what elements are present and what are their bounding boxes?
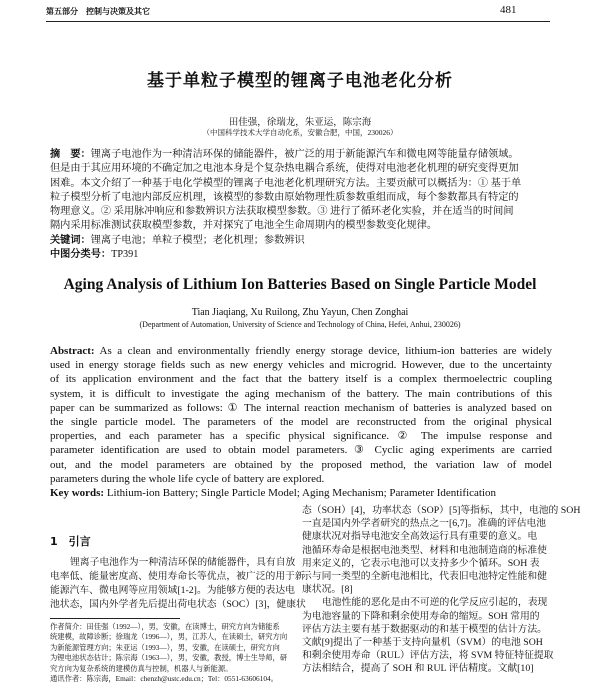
- clc-label: 中图分类号：: [50, 249, 112, 261]
- running-header: 第五部分 控制与决策及其它: [46, 7, 150, 16]
- abstract-line: the single particle model. The parameters of the model are reconstructed from the original physical: [50, 415, 552, 428]
- body-line: 用来定义的，它表示电池可以支持多少个循环。SOH 表: [302, 557, 540, 569]
- keywords-line: [50, 486, 552, 500]
- chinese-affiliation: （中国科学技术大学自动化系，安徽合肥，中国，230026）: [202, 128, 398, 137]
- chinese-authors: 田佳强，徐瑞龙，朱亚运，陈宗海: [228, 118, 372, 128]
- body-line: 池状态，国内外学者先后提出荷电状态（SOC）[3]，健康状: [50, 599, 306, 610]
- footnote-line: 为锂电池状态估计；陈宗海（1963—），男，安徽，教授，博士生导师，研: [50, 653, 288, 663]
- footnote-rule: [50, 618, 180, 619]
- abstract-line: 物理意义。② 采用脉冲响应和参数辨识方法获取模型参数。③ 进行了循环老化实验，并在适当的时间间: [50, 206, 514, 218]
- body-line: 康状况。[8]: [302, 584, 353, 596]
- abstract-line: paper can be summarized as follows: ① The internal reaction mechanism of batteries is analyzed based on: [50, 401, 552, 414]
- english-abstract: [50, 344, 552, 500]
- keywords-label: Key words:: [50, 486, 105, 499]
- abstract-label: 摘 要：: [50, 149, 91, 160]
- body-line: 健康状况对指导电池安全高效运行具有重要的意义。电: [302, 531, 538, 543]
- abstract-line: [50, 148, 550, 162]
- abstract-line: 但是由于其应用环境的不确定加之电池本身是个复杂热电耦合系统，使得对电池老化机理的研究变得更加: [50, 163, 519, 175]
- abstract-line: 困难。本文介绍了一种基于电化学模型的锂离子电池老化机理研究方法。主要贡献可以概括为：① 基于单: [50, 177, 522, 189]
- chinese-title: 基于单粒子模型的锂离子电池老化分析: [147, 71, 453, 91]
- body-line: 池循环寿命是根据电池类型、材料和电池制造商的标准使: [302, 544, 547, 556]
- keywords-label: 关键词：: [50, 234, 91, 246]
- body-line: 为电池容量的下降和剩余使用寿命的缩短。SOH 常用的: [302, 610, 540, 622]
- left-column-body: [50, 556, 306, 612]
- body-line: 一直是国内外学者研究的热点之一[6,7]。准确的评估电池: [302, 518, 547, 530]
- abstract-line: [50, 344, 552, 358]
- footnote-line: 为新能源管理方向；朱亚运（1993—），男，安徽，在读硕士，研究方向: [50, 642, 280, 652]
- body-line: 示与同一类型的全新电池相比，代表旧电池特定性能和健: [302, 570, 547, 582]
- abstract-text: 锂离子电池作为一种清洁环保的储能器件，被广泛的用于新能源汽车和微电网等能量存储领域。: [90, 149, 519, 160]
- keywords-line: [50, 234, 550, 248]
- keywords-text: Lithium-ion Battery; Single Particle Model; Aging Mechanism; Parameter Identification: [104, 486, 497, 499]
- abstract-line: used in energy storage fields such as new energy vehicles and microgrid. However, due to the uncertainty: [50, 359, 552, 372]
- page-number: 481: [500, 4, 517, 16]
- footnote-line: 究方向为复杂系统的建模仿真与控制，机器人与新能源。: [50, 663, 233, 673]
- body-line: 方法相结合，提高了 SOH 和 RUL 评估精度。文献[10]: [302, 663, 534, 675]
- footnote-line: 统建模，故障诊断；徐瑞龙（1996—），男，江苏人，在读硕士，研究方向: [50, 632, 288, 642]
- abstract-line: parameter identification are used to obtain model parameters. ③ Cyclic aging experiments are carried: [50, 444, 552, 457]
- body-line: 电池性能的恶化是由不可逆的化学反应引起的，表现: [322, 597, 548, 609]
- abstract-line: out, and the model parameters are obtained by the proposed method, the variation law of model: [50, 458, 552, 471]
- footnote-line: 通讯作者：陈宗海，Email：chenzh@ustc.edu.cn；Tel：0551-63606104。: [50, 673, 278, 683]
- english-title: Aging Analysis of Lithium Ion Batteries Based on Single Particle Model: [63, 276, 537, 293]
- section-heading: 1 引言: [50, 535, 91, 548]
- abstract-line: properties, and each parameter has a specific physical significance. ② The impulse response and: [50, 430, 552, 443]
- abstract-line: 粒子模型分析了电池内部反应机理，该模型的参数由原始物理性质参数重组而成，每个参数都具有特定的: [50, 191, 519, 203]
- body-line: 锂离子电池作为一种清洁环保的储能器件，具有自放: [70, 557, 296, 568]
- header-rule: [46, 21, 550, 22]
- body-line: 文献[9]提出了一种基于支持向量机（SVM）的电池 SOH: [302, 636, 543, 648]
- body-line: 态（SOH）[4]，功率状态（SOP）[5]等指标，其中，电池的 SOH: [302, 505, 581, 516]
- body-line: 能源汽车、微电网等应用领域[1-2]。为能够方便的表达电: [50, 585, 295, 596]
- body-line: 电率低、能量密度高、使用寿命长等优点，被广泛的用于新: [50, 571, 305, 582]
- english-affiliation: (Department of Automation, University of Science and Technology of China, Hefei, Anhui, 230026): [139, 320, 461, 329]
- footnote: [50, 622, 294, 684]
- keywords-text: 锂离子电池；单粒子模型；老化机理；参数辨识: [90, 234, 305, 246]
- abstract-line: 隔内采用标准测试获取模型参数，并对探究了电池全生命周期内的模型参数变化规律。: [50, 220, 438, 232]
- body-line: 和剩余使用寿命（RUL）评估方法，将 SVM 特征特征提取: [302, 650, 554, 662]
- right-column-body: [302, 504, 581, 675]
- chinese-abstract: [50, 148, 550, 262]
- abstract-line: of its application environment and the fact that the battery itself is a complex thermoelectric coupling: [50, 373, 552, 386]
- abstract-line: system, it is difficult to investigate the aging mechanism of the battery. The main contributions of this: [50, 387, 552, 400]
- clc-line: [50, 248, 550, 262]
- clc-text: TP391: [111, 249, 139, 261]
- body-line: 评估方法主要有基于数据驱动的和基于模型的估计方法。: [302, 623, 547, 635]
- footnote-line: 作者简介：田佳强（1992—），男，安徽，在读博士，研究方向为储能系: [50, 622, 280, 631]
- abstract-text: As a clean and environmentally friendly energy storage device, lithium-ion batteries are widely: [94, 345, 552, 357]
- abstract-line: parameters during the whole life cycle of battery are explored.: [50, 472, 325, 485]
- abstract-label: Abstract:: [50, 345, 95, 357]
- english-authors: Tian Jiaqiang, Xu Ruilong, Zhu Yayun, Chen Zonghai: [191, 307, 409, 318]
